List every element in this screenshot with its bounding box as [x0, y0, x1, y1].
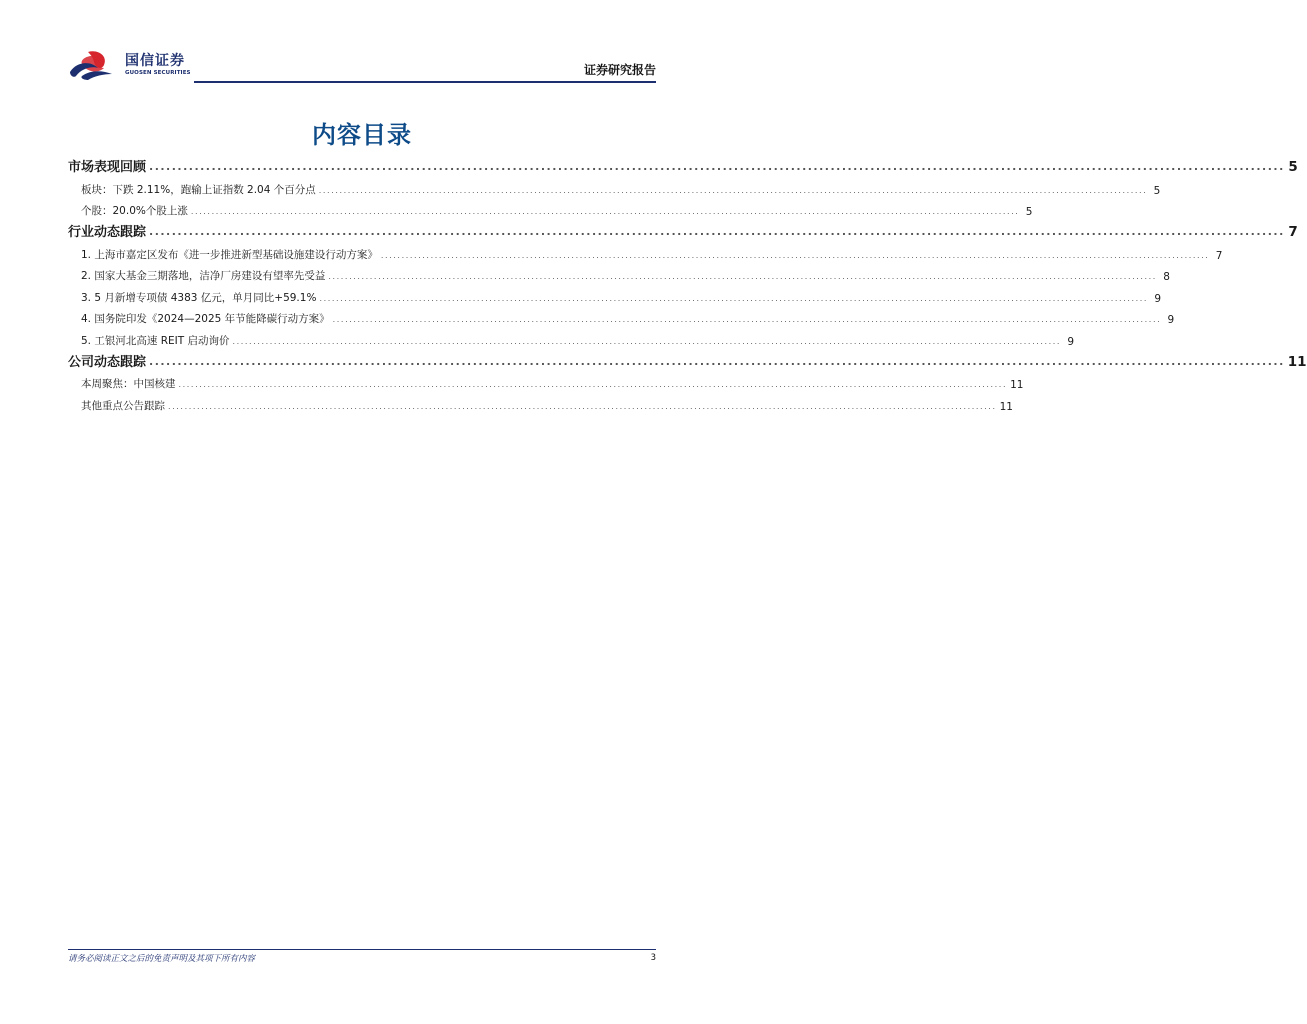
toc-dot-leader: ........................................................................................................................................................................................................ [328, 272, 1157, 281]
toc-entry-label: 2. 国家大基金三期落地，洁净厂房建设有望率先受益 [81, 270, 326, 282]
toc-dot-leader: ........................................................................................................................................................................................................ [332, 315, 1162, 324]
toc-entry-label: 1. 上海市嘉定区发布《进一步推进新型基础设施建设行动方案》 [81, 248, 378, 261]
toc-subsection-entry[interactable] [68, 283, 1162, 305]
header-divider [194, 81, 656, 83]
toc-entry-label: 市场表现回顾 [68, 160, 147, 175]
page-header [68, 48, 656, 84]
toc-entry-page: 7 [1288, 224, 1298, 240]
toc-entry-label: 板块：下跌 2.11%，跑输上证指数 2.04 个百分点 [81, 183, 316, 196]
toc-subsection-entry[interactable] [68, 326, 1075, 348]
toc-entry-page: 11 [999, 400, 1013, 413]
toc-entry-label: 行业动态跟踪 [68, 225, 147, 240]
toc-dot-leader: ........................................................................................................................................................................................................ [318, 185, 1148, 195]
logo-chinese-name: 国信证券 [125, 53, 185, 69]
toc-dot-leader: ........................................................................................................................................................................................................ [178, 380, 1008, 389]
toc-dot-leader: ........................................................................................................................................................................................................ [232, 336, 1062, 346]
toc-dot-leader: ........................................................................................................................................................................................................ [149, 225, 1285, 238]
toc-entry-label: 其他重点公告跟踪 [81, 399, 165, 412]
toc-subsection-entry[interactable] [68, 305, 1175, 327]
logo-english-name: GUOSEN SECURITIES [125, 70, 191, 76]
toc-section-entry[interactable] [68, 348, 1307, 370]
toc-dot-leader: ........................................................................................................................................................................................................ [190, 207, 1020, 216]
toc-entry-page: 9 [1154, 292, 1162, 305]
toc-entry-page: 11 [1287, 353, 1307, 370]
toc-entry-label: 5. 工银河北高速 REIT 启动询价 [81, 334, 230, 347]
table-of-contents [68, 153, 1307, 413]
toc-entry-page: 9 [1167, 314, 1175, 326]
toc-entry-page: 9 [1067, 335, 1075, 348]
toc-dot-leader: ........................................................................................................................................................................................................ [319, 293, 1149, 303]
toc-subsection-entry[interactable] [68, 262, 1170, 284]
toc-entry-label: 公司动态跟踪 [68, 354, 147, 370]
toc-entry-label: 4. 国务院印发《2024—2025 年节能降碳行动方案》 [81, 313, 330, 325]
toc-section-entry[interactable] [68, 218, 1298, 240]
toc-entry-label: 个股：20.0%个股上涨 [81, 205, 188, 217]
toc-dot-leader: ........................................................................................................................................................................................................ [168, 401, 997, 411]
toc-entry-label: 3. 5 月新增专项债 4383 亿元，单月同比+59.1% [81, 291, 317, 304]
toc-dot-leader: ........................................................................................................................................................................................................ [149, 160, 1285, 173]
toc-entry-page: 7 [1215, 249, 1223, 262]
toc-entry-page: 8 [1163, 271, 1170, 283]
toc-subsection-entry[interactable] [68, 175, 1161, 197]
toc-entry-page: 5 [1288, 159, 1298, 175]
page-number: 3 [650, 953, 656, 963]
toc-title: 内容目录 [312, 121, 412, 149]
toc-entry-page: 5 [1025, 206, 1033, 218]
toc-dot-leader: ........................................................................................................................................................................................................ [149, 354, 1285, 368]
guosen-logo [68, 50, 191, 80]
toc-section-entry[interactable] [68, 153, 1298, 175]
toc-subsection-entry[interactable] [68, 370, 1024, 392]
toc-subsection-entry[interactable] [68, 197, 1033, 219]
footer-disclaimer: 请务必阅读正文之后的免责声明及其项下所有内容 [68, 954, 256, 964]
report-type-label: 证券研究报告 [583, 63, 656, 77]
footer-divider [68, 949, 656, 950]
toc-subsection-entry[interactable] [68, 240, 1223, 262]
toc-entry-page: 11 [1010, 379, 1024, 391]
toc-entry-label: 本周聚焦：中国核建 [81, 378, 176, 390]
toc-entry-page: 5 [1153, 184, 1161, 197]
toc-dot-leader: ........................................................................................................................................................................................................ [380, 250, 1210, 260]
toc-subsection-entry[interactable] [68, 391, 1013, 413]
guosen-logo-mark-icon [68, 50, 120, 80]
